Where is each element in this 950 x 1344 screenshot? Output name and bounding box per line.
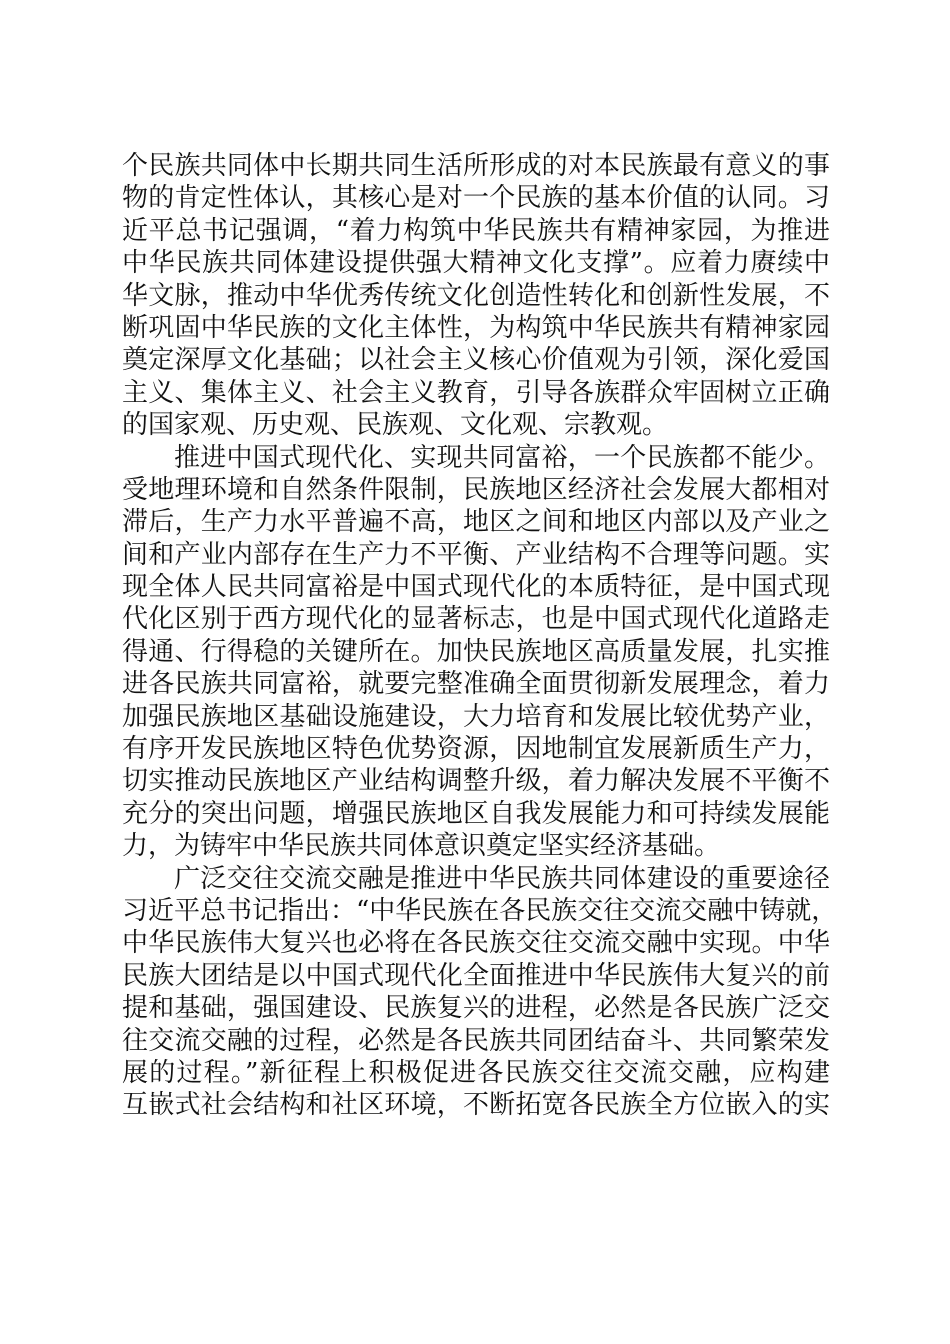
- paragraph-2: [122, 442, 830, 863]
- text-line: 受地理环境和自然条件限制，民族地区经济社会发展大都相对: [122, 474, 830, 505]
- text-line: 现全体人民共同富裕是中国式现代化的本质特征，是中国式现: [122, 572, 830, 603]
- text-line: 主义、集体主义、社会主义教育，引导各族群众牢固树立正确: [122, 377, 830, 408]
- text-line: 推进中国式现代化、实现共同富裕，一个民族都不能少。: [174, 442, 830, 473]
- text-line: 往交流交融的过程，必然是各民族共同团结奋斗、共同繁荣发: [122, 1025, 830, 1056]
- text-line: 断巩固中华民族的文化主体性，为构筑中华民族共有精神家园: [122, 312, 830, 343]
- text-line: 力，为铸牢中华民族共同体意识奠定坚实经济基础。: [122, 831, 721, 862]
- text-line: 物的肯定性体认，其核心是对一个民族的基本价值的认同。习: [122, 183, 830, 214]
- text-line: 切实推动民族地区产业结构调整升级，着力解决发展不平衡不: [122, 766, 830, 797]
- text-line: 进各民族共同富裕，就要完整准确全面贯彻新发展理念，着力: [122, 669, 830, 700]
- text-line: 有序开发民族地区特色优势资源，因地制宜发展新质生产力，: [122, 734, 830, 765]
- text-line: 得通、行得稳的关键所在。加快民族地区高质量发展，扎实推: [122, 636, 830, 667]
- text-line: 互嵌式社会结构和社区环境，不断拓宽各民族全方位嵌入的实: [122, 1090, 830, 1121]
- text-line: 加强民族地区基础设施建设，大力培育和发展比较优势产业，: [122, 701, 830, 732]
- text-line: 习近平总书记指出：“中华民族在各民族交往交流交融中铸就，: [122, 895, 838, 926]
- text-line: 个民族共同体中长期共同生活所形成的对本民族最有意义的事: [122, 151, 830, 181]
- paragraph-3: [122, 863, 838, 1122]
- text-line: 展的过程。”新征程上积极促进各民族交往交流交融，应构建: [122, 1057, 830, 1088]
- text-line: 奠定深厚文化基础；以社会主义核心价值观为引领，深化爱国: [122, 345, 830, 376]
- text-line: 广泛交往交流交融是推进中华民族共同体建设的重要途径: [174, 863, 830, 894]
- text-line: 华文脉，推动中华优秀传统文化创造性转化和创新性发展，不: [122, 280, 830, 311]
- paragraph-1: [122, 150, 830, 442]
- text-line: 充分的突出问题，增强民族地区自我发展能力和可持续发展能: [122, 798, 830, 829]
- text-line: 中华民族共同体建设提供强大精神文化支撑”。应着力赓续中: [122, 248, 830, 279]
- text-line: 中华民族伟大复兴也必将在各民族交往交流交融中实现。中华: [122, 928, 830, 959]
- text-line: 间和产业内部存在生产力不平衡、产业结构不合理等问题。实: [122, 539, 830, 570]
- text-line: 的国家观、历史观、民族观、文化观、宗教观。: [122, 410, 669, 441]
- text-line: 近平总书记强调，“着力构筑中华民族共有精神家园，为推进: [122, 215, 830, 246]
- text-line: 提和基础，强国建设、民族复兴的进程，必然是各民族广泛交: [122, 993, 830, 1024]
- document-body: [122, 150, 838, 1122]
- text-line: 民族大团结是以中国式现代化全面推进中华民族伟大复兴的前: [122, 960, 830, 991]
- text-line: 滞后，生产力水平普遍不高，地区之间和地区内部以及产业之: [122, 507, 830, 538]
- text-line: 代化区别于西方现代化的显著标志，也是中国式现代化道路走: [122, 604, 830, 635]
